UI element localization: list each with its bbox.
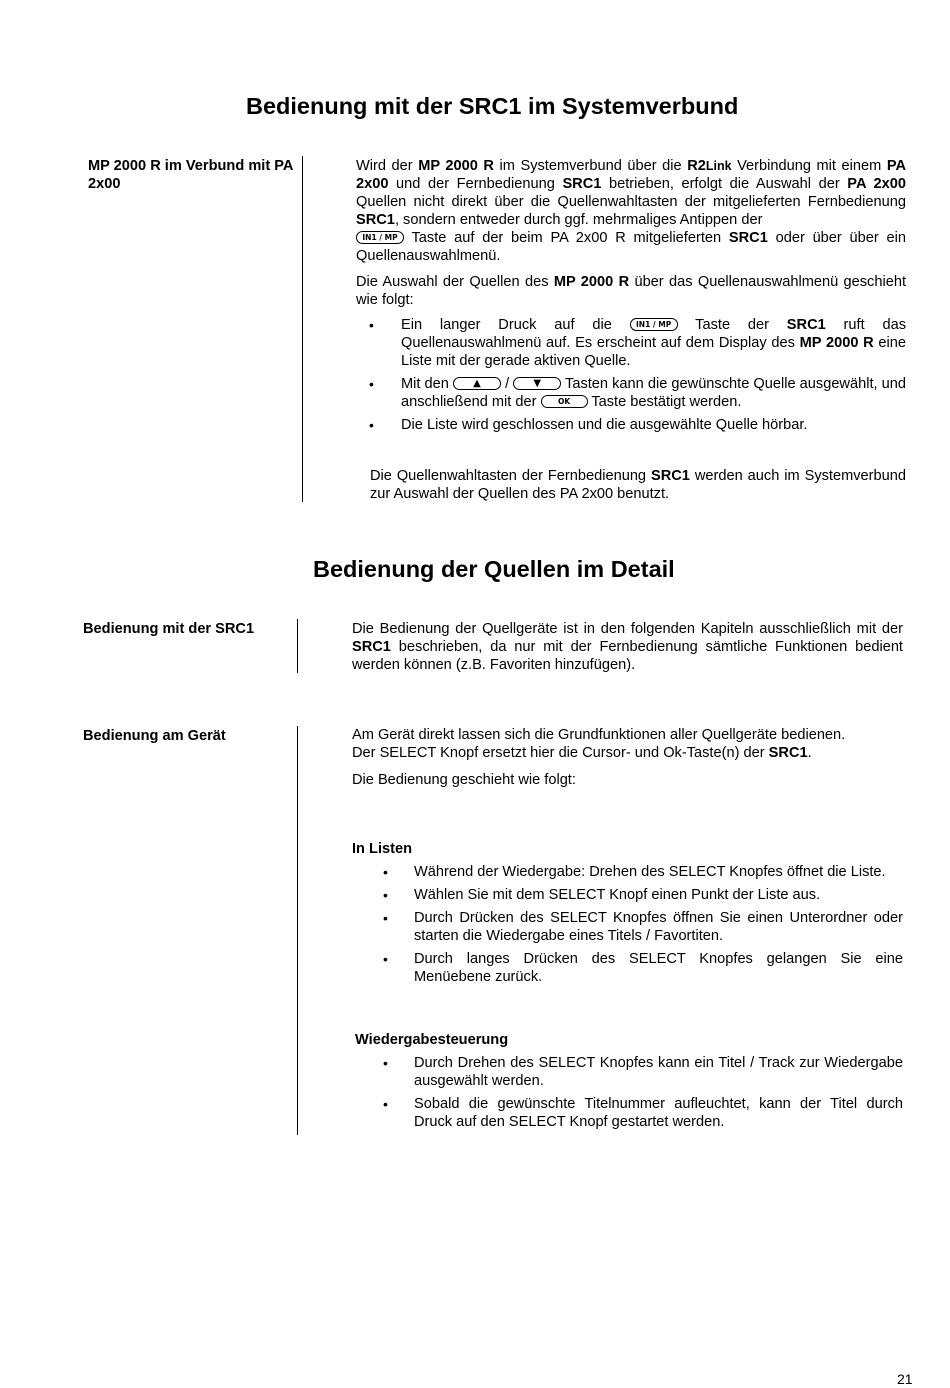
section1-divider [302,156,303,502]
bullet-icon: • [383,1055,388,1071]
bullet-icon: • [369,376,374,392]
device-line-2: Der SELECT Knopf ersetzt hier die Cursor- und Ok-Taste(n) der SRC1. [352,745,812,761]
src1-side-label: Bedienung mit der SRC1 [83,621,255,637]
section1-note: Die Quellenwahltasten der Fernbedienung SRC1 werden auch im Systemverbund zur Auswahl der Quellen des PA 2x00 benutzt. [370,468,906,502]
list-item: • Mit den ▲ / ▼ Tasten kann die gewünschte Quelle ausgewählt, und anschließend mit der OK Taste bestätigt werden. [369,376,906,410]
bullet-icon: • [369,317,374,333]
list-item: • Durch Drücken des SELECT Knopfes öffnen Sie einen Unterordner oder starten die Wiedergabe eines Titels / Favortiten. [383,910,903,944]
in-mp-key-icon: IN1 / MP [356,231,404,244]
playback-bullet-list [352,1054,903,1131]
src1-paragraph: Die Bedienung der Quellgeräte ist in den folgenden Kapiteln ausschließlich mit der SRC1 beschrieben, da nur mit der Fernbedienung sämtliche Funktionen bedient werden können (z.B. Favoriten hinzufügen). [352,621,903,673]
in-mp-key-icon: IN1 / MP [630,318,678,331]
list-item: • Durch Drehen des SELECT Knopfes kann ein Titel / Track zur Wiedergabe ausgewählt werden. [383,1055,903,1089]
section2-title: Bedienung der Quellen im Detail [313,556,675,582]
down-arrow-key-icon: ▼ [513,377,561,390]
list-item: • Ein langer Druck auf die IN1 / MP Taste der SRC1 ruft das Quellenauswahlmenü auf. Es erscheint auf dem Display des MP 2000 R eine Liste mit der gerade aktiven Quelle. [369,317,906,369]
lists-heading: In Listen [352,841,412,857]
bullet-icon: • [383,1096,388,1112]
bullet-icon: • [369,417,374,433]
device-line-1: Am Gerät direkt lassen sich die Grundfunktionen aller Quellgeräte bedienen. [352,727,846,743]
section1-title: Bedienung mit der SRC1 im Systemverbund [246,93,739,119]
list-item: • Durch langes Drücken des SELECT Knopfes gelangen Sie eine Menüebene zurück. [383,951,903,985]
lists-bullet-list [352,863,903,986]
bullet-icon: • [383,887,388,903]
list-item: • Die Liste wird geschlossen und die ausgewählte Quelle hörbar. [369,417,808,433]
section1-side-label: MP 2000 R im Verbund mit PA 2x00 [88,158,293,192]
playback-heading: Wiedergabesteuerung [355,1032,509,1048]
section1-body [356,157,906,309]
section1-bullet-list [356,316,906,434]
list-item: • Während der Wiedergabe: Drehen des SELECT Knopfes öffnet die Liste. [383,864,886,880]
device-divider [297,726,298,1135]
device-body [352,726,903,789]
device-line-3: Die Bedienung geschieht wie folgt: [352,772,576,788]
up-arrow-key-icon: ▲ [453,377,501,390]
bullet-icon: • [383,951,388,967]
section1-paragraph-2: Die Auswahl der Quellen des MP 2000 R über das Quellenauswahlmenü geschieht wie folgt: [356,274,907,308]
bullet-icon: • [383,864,388,880]
device-side-label: Bedienung am Gerät [83,728,226,744]
bullet-icon: • [383,910,388,926]
page-number: 21 [897,1371,913,1387]
section1-paragraph-1: Wird der MP 2000 R im Systemverbund über die R2Link Verbindung mit einem PA 2x00 und der Fernbedienung SRC1 betrieben, erfolgt die Auswahl der PA 2x00 Quellen nicht direkt über die Quellenwahltasten der mitgelieferten Fernbedienung SRC1, sondern entweder durch ggf. mehrmaliges Antippen der IN1 / MP Taste auf der beim PA 2x00 R mitgelieferten SRC1 oder über über ein Quellenauswahlmenü. [356,158,907,264]
list-item: • Wählen Sie mit dem SELECT Knopf einen Punkt der Liste aus. [383,887,821,903]
src1-divider [297,619,298,673]
ok-key-icon: OK [541,395,588,408]
list-item: • Sobald die gewünschte Titelnummer aufleuchtet, kann der Titel durch Druck auf den SELECT Knopf gestartet werden. [383,1096,903,1130]
